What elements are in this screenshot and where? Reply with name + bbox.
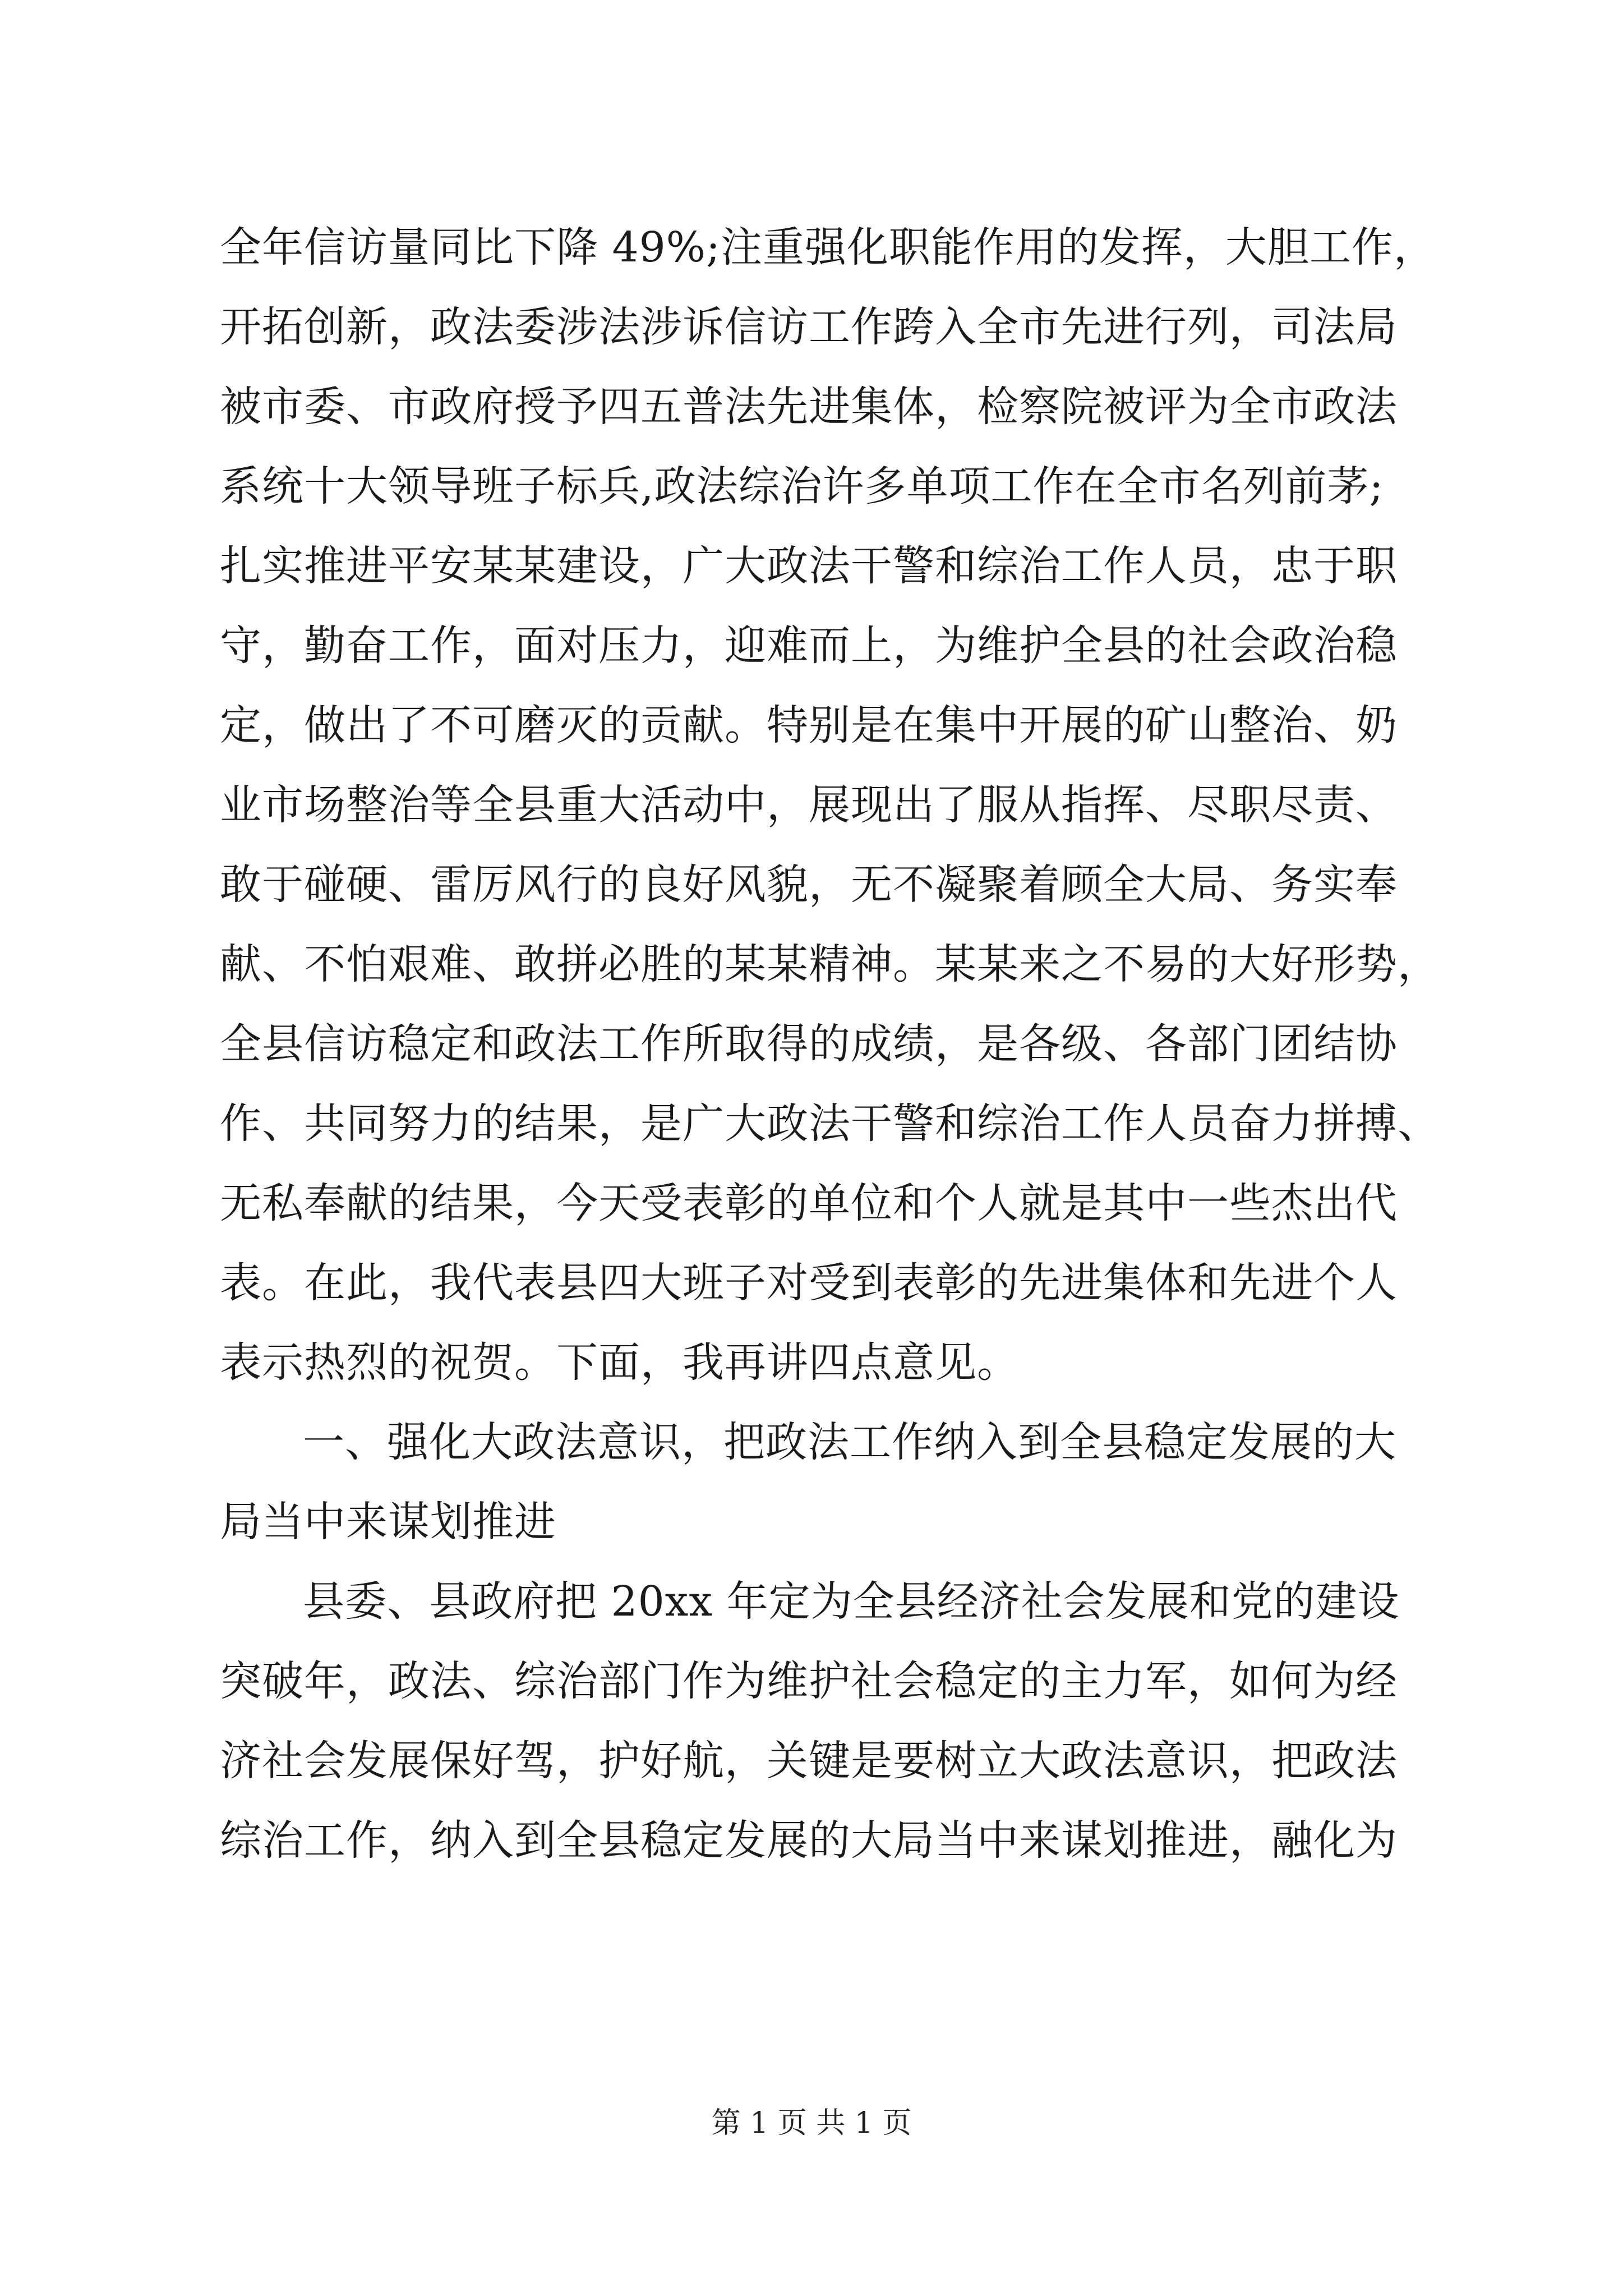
text-line: 作、共同努力的结果，是广大政法干警和综治工作人员奋力拼搏、 bbox=[220, 1099, 1440, 1148]
text-line: 突破年，政法、综治部门作为维护社会稳定的主力军，如何为经 bbox=[220, 1657, 1398, 1705]
text-line: 被市委、市政府授予四五普法先进集体，检察院被评为全市政法 bbox=[220, 383, 1398, 431]
text-line: 表示热烈的祝贺。下面，我再讲四点意见。 bbox=[220, 1338, 1019, 1387]
page-number-label: 第 1 页 共 1 页 bbox=[711, 2106, 912, 2140]
text-line: 业市场整治等全县重大活动中，展现出了服从指挥、尽职尽责、 bbox=[220, 781, 1398, 829]
text-line: 开拓创新，政法委涉法涉诉信访工作跨入全市先进行列，司法局 bbox=[220, 303, 1398, 351]
text-line: 守，勤奋工作，面对压力，迎难而上，为维护全县的社会政治稳 bbox=[220, 622, 1398, 670]
text-line: 敢于碰硬、雷厉风行的良好风貌，无不凝聚着顾全大局、务实奉 bbox=[220, 861, 1398, 909]
text-line: 无私奉献的结果，今天受表彰的单位和个人就是其中一些杰出代 bbox=[220, 1179, 1398, 1227]
text-line: 献、不怕艰难、敢拼必胜的某某精神。某某来之不易的大好形势， bbox=[220, 940, 1440, 988]
text-line: 全县信访稳定和政法工作所取得的成绩，是各级、各部门团结协 bbox=[220, 1020, 1398, 1068]
text-line: 系统十大领导班子标兵,政法综治许多单项工作在全市名列前茅; bbox=[220, 462, 1384, 510]
text-line: 表。在此，我代表县四大班子对受到表彰的先进集体和先进个人 bbox=[220, 1259, 1398, 1307]
text-line: 济社会发展保好驾，护好航，关键是要树立大政法意识，把政法 bbox=[220, 1737, 1398, 1785]
text-line: 县委、县政府把 20xx 年定为全县经济社会发展和党的建设 bbox=[303, 1577, 1400, 1626]
section-heading-line: 一、强化大政法意识，把政法工作纳入到全县稳定发展的大 bbox=[303, 1418, 1396, 1466]
text-line: 综治工作，纳入到全县稳定发展的大局当中来谋划推进，融化为 bbox=[220, 1816, 1398, 1865]
text-line: 定，做出了不可磨灭的贡献。特别是在集中开展的矿山整治、奶 bbox=[220, 701, 1398, 749]
text-line: 全年信访量同比下降 49%;注重强化职能作用的发挥，大胆工作， bbox=[220, 223, 1436, 272]
page-footer bbox=[0, 2101, 1623, 2146]
section-heading-line: 局当中来谋划推进 bbox=[220, 1498, 556, 1546]
document-body bbox=[220, 208, 1440, 1880]
text-line: 扎实推进平安某某建设，广大政法干警和综治工作人员，忠于职 bbox=[220, 542, 1398, 590]
